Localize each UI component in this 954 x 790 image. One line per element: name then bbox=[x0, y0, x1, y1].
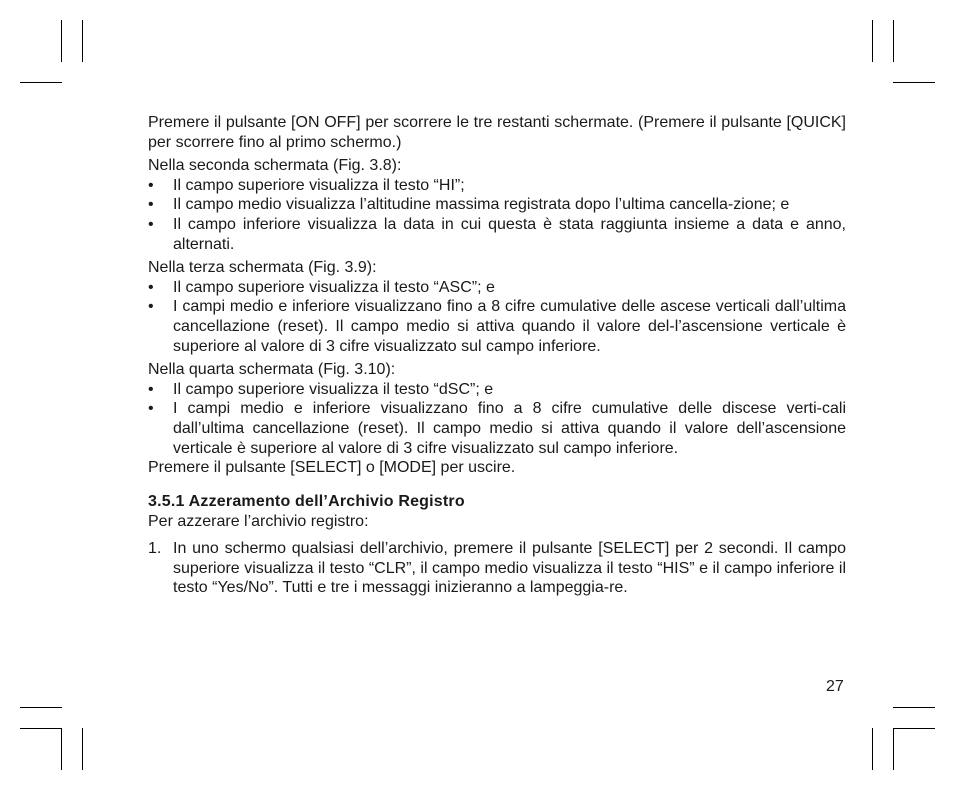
list-item bbox=[148, 215, 846, 254]
list-item-text: Il campo medio visualizza l’altitudine massima registrata dopo l’ultima cancella-zione; e bbox=[173, 196, 790, 214]
bullet-marker: • bbox=[148, 215, 154, 233]
list-item-text: I campi medio e inferiore visualizzano fino a 8 cifre cumulative delle ascese verticali dall’ultima cancellazione (reset). Il campo medio si attiva quando il valore del-l’ascensione verticale è superiore al valore di 3 cifre visualizzato sul campo inferiore. bbox=[173, 298, 846, 355]
crop-mark bbox=[61, 20, 62, 62]
step-item bbox=[148, 539, 846, 598]
list-item bbox=[148, 399, 846, 458]
crop-mark bbox=[893, 707, 935, 708]
list-item-text: Il campo superiore visualizza il testo “ASC”; e bbox=[173, 278, 495, 296]
list-item bbox=[148, 297, 846, 356]
fourth-screen-lead: Nella quarta schermata (Fig. 3.10): bbox=[148, 361, 396, 379]
section-lead: Per azzerare l’archivio registro: bbox=[148, 512, 369, 530]
bullet-marker: • bbox=[148, 196, 154, 214]
crop-mark bbox=[20, 707, 62, 708]
second-screen-lead: Nella seconda schermata (Fig. 3.8): bbox=[148, 157, 402, 175]
list-item-text: Il campo superiore visualizza il testo “dSC”; e bbox=[173, 380, 494, 398]
list-item bbox=[148, 380, 846, 400]
fourth-screen-list bbox=[148, 380, 846, 458]
bullet-marker: • bbox=[148, 278, 154, 296]
step-number: 1. bbox=[148, 540, 162, 558]
list-item bbox=[148, 195, 846, 215]
crop-mark bbox=[893, 728, 894, 770]
section-heading: 3.5.1 Azzeramento dell’Archivio Registro bbox=[148, 492, 465, 510]
crop-mark bbox=[893, 728, 935, 729]
list-item bbox=[148, 278, 846, 298]
step-text: In uno schermo qualsiasi dell’archivio, premere il pulsante [SELECT] per 2 secondi. Il campo superiore visualizza il testo “CLR”, il campo medio visualizza il testo “HIS” e il campo inferiore il testo “Yes/No”. Tutti e tre i messaggi inizieranno a lampeggia-re. bbox=[173, 540, 846, 597]
bullet-marker: • bbox=[148, 176, 154, 194]
list-item-text: I campi medio e inferiore visualizzano fino a 8 cifre cumulative delle discese verti-cali dall’ultima cancellazione (reset). Il campo medio si attiva quando il valore dell’ascensione verticale è superiore al valore di 3 cifre visualizzato sul campo inferiore. bbox=[173, 400, 846, 457]
list-item-text: Il campo superiore visualizza il testo “HI”; bbox=[173, 176, 465, 194]
bullet-marker: • bbox=[148, 380, 154, 398]
second-screen-list bbox=[148, 176, 846, 254]
exit-paragraph: Premere il pulsante [SELECT] o [MODE] per uscire. bbox=[148, 459, 516, 477]
crop-mark bbox=[872, 728, 873, 770]
list-item-text: Il campo inferiore visualizza la data in cui questa è stata raggiunta insieme a data e anno, alternati. bbox=[173, 215, 846, 253]
crop-mark bbox=[20, 82, 62, 83]
crop-mark bbox=[872, 20, 873, 62]
page-content bbox=[148, 113, 846, 598]
intro-paragraph: Premere il pulsante [ON OFF] per scorrere le tre restanti schermate. (Premere il pulsante [QUICK] per scorrere fino al primo schermo.) bbox=[148, 114, 846, 151]
steps-list bbox=[148, 539, 846, 598]
crop-mark bbox=[61, 728, 62, 770]
crop-mark bbox=[893, 20, 894, 62]
crop-mark bbox=[82, 728, 83, 770]
list-item bbox=[148, 176, 846, 196]
page-number: 27 bbox=[826, 678, 844, 695]
crop-mark bbox=[20, 728, 62, 729]
bullet-marker: • bbox=[148, 400, 154, 418]
crop-mark bbox=[82, 20, 83, 62]
third-screen-lead: Nella terza schermata (Fig. 3.9): bbox=[148, 259, 377, 277]
crop-mark bbox=[893, 82, 935, 83]
bullet-marker: • bbox=[148, 298, 154, 316]
third-screen-list bbox=[148, 278, 846, 356]
